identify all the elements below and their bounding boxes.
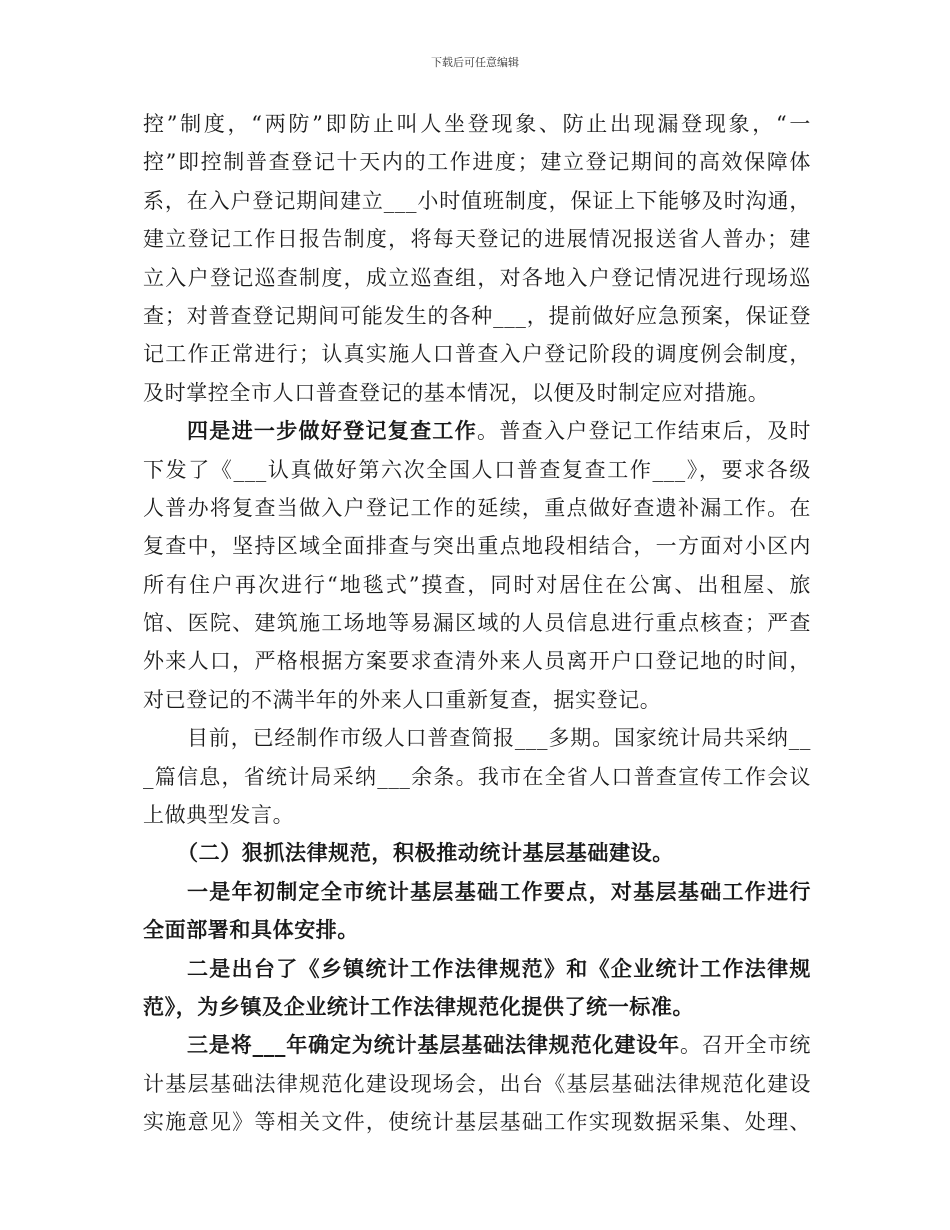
paragraph-five-text: 。召开全市统 bbox=[680, 1033, 811, 1058]
document-body bbox=[143, 105, 811, 1142]
paragraph-four-text: 。普查入户登记工作结束后，及时 bbox=[477, 419, 811, 444]
text-line: 记工作正常进行；认真实施人口普查入户登记阶段的调度例会制度， bbox=[143, 342, 811, 367]
text-line: 对已登记的不满半年的外来人口重新复查，据实登记。 bbox=[143, 687, 662, 712]
paragraph-four-heading-line bbox=[143, 412, 811, 450]
text-line: 控”制度，“两防”即防止叫人坐登现象、防止出现漏登现象，“一 bbox=[143, 112, 811, 136]
text-line: 范》，为乡镇及企业统计工作法律规范化提供了统一标准。 bbox=[143, 993, 695, 1019]
text-line: 及时掌控全市人口普查登记的基本情况，以便及时制定应对措施。 bbox=[143, 380, 770, 405]
page-header: 下载后可任意编辑 bbox=[431, 56, 519, 69]
text-line: 馆、医院、建筑施工场地等易漏区域的人员信息进行重点核查；严查 bbox=[143, 611, 811, 636]
text-line: 上做典型发言。 bbox=[143, 803, 295, 828]
text-line: 实施意见》等相关文件，使统计基层基础工作实现数据采集、处理、 bbox=[143, 1110, 811, 1135]
text-line: 系，在入户登记期间建立___小时值班制度，保证上下能够及时沟通， bbox=[143, 188, 811, 213]
text-line: 查；对普查登记期间可能发生的各种___，提前做好应急预案，保证登 bbox=[143, 303, 811, 328]
text-line: _篇信息，省统计局采纳___余条。我市在全省人口普查宣传工作会议 bbox=[143, 764, 811, 789]
text-line: 二是出台了《乡镇统计工作法律规范》和《企业统计工作法律规 bbox=[187, 955, 811, 981]
section-heading: （二）狠抓法律规范，积极推动统计基层基础建设。 bbox=[177, 840, 674, 866]
text-line: 建立登记工作日报告制度，将每天登记的进展情况报送省人普办；建 bbox=[143, 227, 811, 252]
paragraph-five-heading: 三是将___年确定为统计基层基础法律规范化建设年 bbox=[187, 1032, 680, 1058]
paragraph-four-heading: 四是进一步做好登记复查工作 bbox=[187, 418, 478, 444]
text-line: 计基层基础法律规范化建设现场会，出台《基层基础法律规范化建设 bbox=[143, 1071, 811, 1096]
paragraph-five-heading-line bbox=[143, 1026, 811, 1064]
text-line: 所有住户再次进行“地毯式”摸查，同时对居住在公寓、出租屋、旅 bbox=[143, 572, 811, 597]
text-line: 一是年初制定全市统计基层基础工作要点，对基层基础工作进行 bbox=[187, 878, 811, 904]
text-line: 全面部署和具体安排。 bbox=[143, 917, 359, 943]
text-line: 下发了《___认真做好第六次全国人口普查复查工作___》，要求各级 bbox=[143, 457, 811, 482]
text-line: 复查中，坚持区域全面排查与突出重点地段相结合，一方面对小区内 bbox=[143, 534, 811, 559]
text-line: 人普办将复查当做入户登记工作的延续，重点做好查遗补漏工作。在 bbox=[143, 495, 811, 520]
text-line: 外来人口，严格根据方案要求查清外来人员离开户口登记地的时间， bbox=[143, 649, 811, 674]
text-line: 立入户登记巡查制度，成立巡查组，对各地入户登记情况进行现场巡 bbox=[143, 265, 811, 290]
text-line: 控”即控制普查登记十天内的工作进度；建立登记期间的高效保障体 bbox=[143, 150, 811, 175]
text-line: 目前，已经制作市级人口普查简报___多期。国家统计局共采纳__ bbox=[187, 726, 811, 751]
